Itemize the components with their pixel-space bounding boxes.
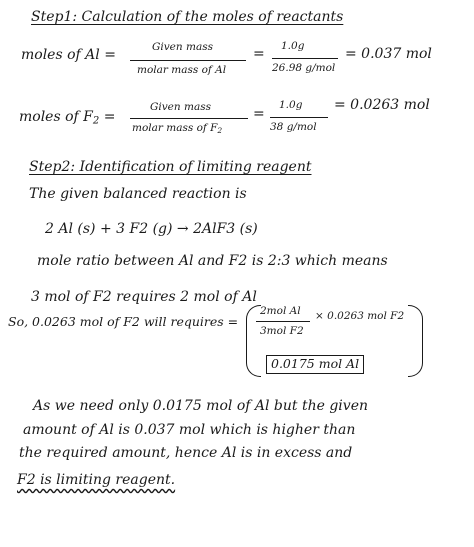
f2-equals: =	[253, 106, 265, 122]
ratio-denominator: 3mol F2	[260, 325, 304, 337]
step1-heading: Step1: Calculation of the moles of reactants	[31, 9, 344, 25]
left-bracket	[246, 305, 261, 377]
al-given-mass: Given mass	[152, 41, 213, 53]
f2-mass-value: 1.0g	[279, 99, 303, 111]
ratio-numerator: 2mol Al	[260, 305, 301, 317]
al-fraction-bar-1	[130, 60, 246, 61]
al-mass-value: 1.0g	[281, 40, 305, 52]
al-molar-mass: molar mass of Al	[137, 64, 227, 76]
f2-label-sub: 2	[92, 115, 100, 127]
conclusion-line-3: the required amount, hence Al is in excess and	[19, 445, 353, 461]
ratio-multiplier: × 0.0263 mol F2	[315, 310, 405, 322]
mole-ratio-line: mole ratio between Al and F2 is 2:3 which means	[37, 253, 388, 269]
f2-fraction-bar-2	[270, 117, 328, 118]
f2-label-text: moles of F	[19, 109, 93, 125]
ratio-fraction-bar	[256, 321, 310, 322]
conclusion-line-1: As we need only 0.0175 mol of Al but the given	[33, 398, 368, 414]
conclusion-line-4: F2 is limiting reagent.	[17, 472, 176, 488]
f2-molar-mass-value: 38 g/mol	[270, 121, 317, 133]
f2-label-eq: =	[103, 109, 116, 125]
given-reaction-line: The given balanced reaction is	[29, 186, 247, 202]
conclusion-line-2: amount of Al is 0.037 mol which is higher than	[23, 422, 356, 438]
f2-molar-mass	[132, 123, 222, 134]
limiting-result-box: 0.0175 mol Al	[266, 355, 364, 374]
al-fraction-bar-2	[272, 58, 338, 59]
al-result: = 0.037 mol	[345, 46, 432, 62]
step2-heading: Step2: Identification of limiting reagent	[29, 159, 312, 175]
f2-molar-mass-sub: 2	[217, 125, 223, 135]
f2-result: = 0.0263 mol	[334, 97, 430, 113]
al-moles-label: moles of Al =	[21, 47, 116, 63]
balanced-reaction: 2 Al (s) + 3 F2 (g) → 2AlF3 (s)	[45, 221, 258, 237]
f2-fraction-bar-1	[130, 118, 248, 119]
f2-given-mass: Given mass	[150, 101, 211, 113]
right-bracket	[408, 305, 423, 377]
so-line: So, 0.0263 mol of F2 will requires =	[8, 314, 239, 329]
al-equals: =	[253, 46, 265, 62]
f2-molar-mass-text: molar mass of F	[132, 122, 218, 134]
f2-moles-label	[19, 110, 116, 127]
al-molar-mass-value: 26.98 g/mol	[272, 62, 336, 74]
requirement-line: 3 mol of F2 requires 2 mol of Al	[31, 289, 257, 305]
